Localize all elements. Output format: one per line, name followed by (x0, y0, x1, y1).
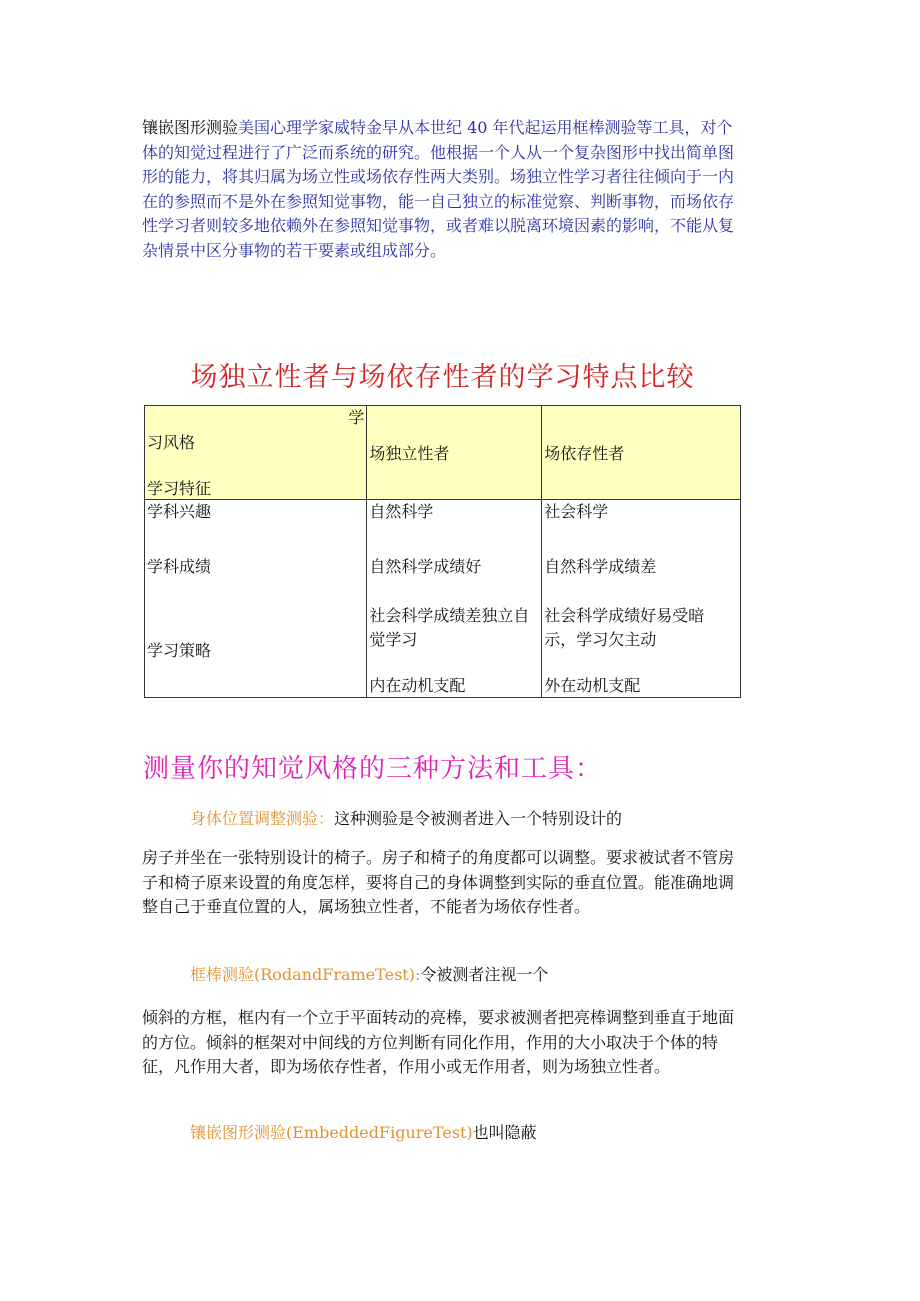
header-diag-top: 学 (348, 408, 365, 427)
method-description: 房子并坐在一张特别设计的椅子。房子和椅子的角度都可以调整。要求被试者不管房子和椅子原来设置的角度怎样，要将自己的身体调整到实际的垂直位置。能准确地调整自己于垂直位置的人，属场独立性者，不能者为场依存性者。 (142, 848, 735, 916)
independent-cell (367, 500, 542, 698)
cell-text: 社会科学 (544, 502, 609, 521)
table-body-row (145, 500, 741, 698)
table-title: 场独立性者与场依存性者的学习特点比较 (190, 362, 695, 393)
method-heading (190, 964, 548, 986)
method-name: 框棒测验(RodandFrameTest): (190, 965, 421, 984)
method-name: 身体位置调整测验： (190, 809, 335, 828)
cell-text: 自然科学 (369, 502, 434, 521)
method-heading (190, 1122, 537, 1144)
row-label: 学科成绩 (147, 557, 212, 576)
cell-text: 内在动机支配 (369, 676, 466, 695)
cell-text: 外在动机支配 (544, 676, 641, 695)
header-field-dependent: 场依存性者 (542, 406, 741, 500)
method-lead-text: 也叫隐蔽 (472, 1123, 537, 1142)
row-label: 学习策略 (147, 641, 212, 660)
row-label: 学科兴趣 (147, 502, 212, 521)
header-diag-mid: 习风格 (147, 433, 196, 452)
table-header-row (145, 406, 741, 500)
intro-text: 美国心理学家威特金早从本世纪 40 年代起运用框棒测验等工具，对个体的知觉过程进行了广泛而系统的研究。他根据一个人从一个复杂图形中找出简单图形的能力，将其归属为场立性或场依存性两大类别。场独立性学习者往往倾向于一内在的参照而不是外在参照知觉事物，能一自己独立的标准觉察、判断事物，而场依存性学习者则较多地依赖外在参照知觉事物，或者难以脱离环境因素的影响，不能从复杂情景中区分事物的若干要素或组成部分。 (142, 118, 735, 260)
header-diag-bottom: 学习特征 (147, 479, 212, 498)
cell-text: 社会科学成绩差独立自觉学习 (369, 606, 530, 649)
header-field-independent: 场独立性者 (367, 406, 542, 500)
dependent-cell (542, 500, 741, 698)
method-lead-text: 令被测者注视一个 (420, 965, 549, 984)
comparison-table (144, 405, 741, 698)
section-title: 测量你的知觉风格的三种方法和工具： (143, 754, 603, 784)
method-heading (190, 808, 622, 830)
method-description: 倾斜的方框，框内有一个立于平面转动的亮棒，要求被测者把亮棒调整到垂直于地面的方位。倾斜的框架对中间线的方位判断有同化作用，作用的大小取决于个体的特征，凡作用大者，即为场依存性者，作用小或无作用者，则为场独立性者。 (142, 1008, 735, 1076)
cell-text: 自然科学成绩差 (544, 557, 657, 576)
intro-paragraph (142, 116, 742, 264)
method-name: 镶嵌图形测验(EmbeddedFigureTest) (190, 1123, 473, 1142)
intro-lead: 镶嵌图形测验 (142, 118, 239, 137)
header-diagonal-cell (145, 406, 367, 500)
cell-text: 社会科学成绩好易受暗示，学习欠主动 (544, 606, 705, 649)
row-labels-cell (145, 500, 367, 698)
method-lead-text: 这种测验是令被测者进入一个特别设计的 (334, 809, 623, 828)
cell-text: 自然科学成绩好 (369, 557, 482, 576)
